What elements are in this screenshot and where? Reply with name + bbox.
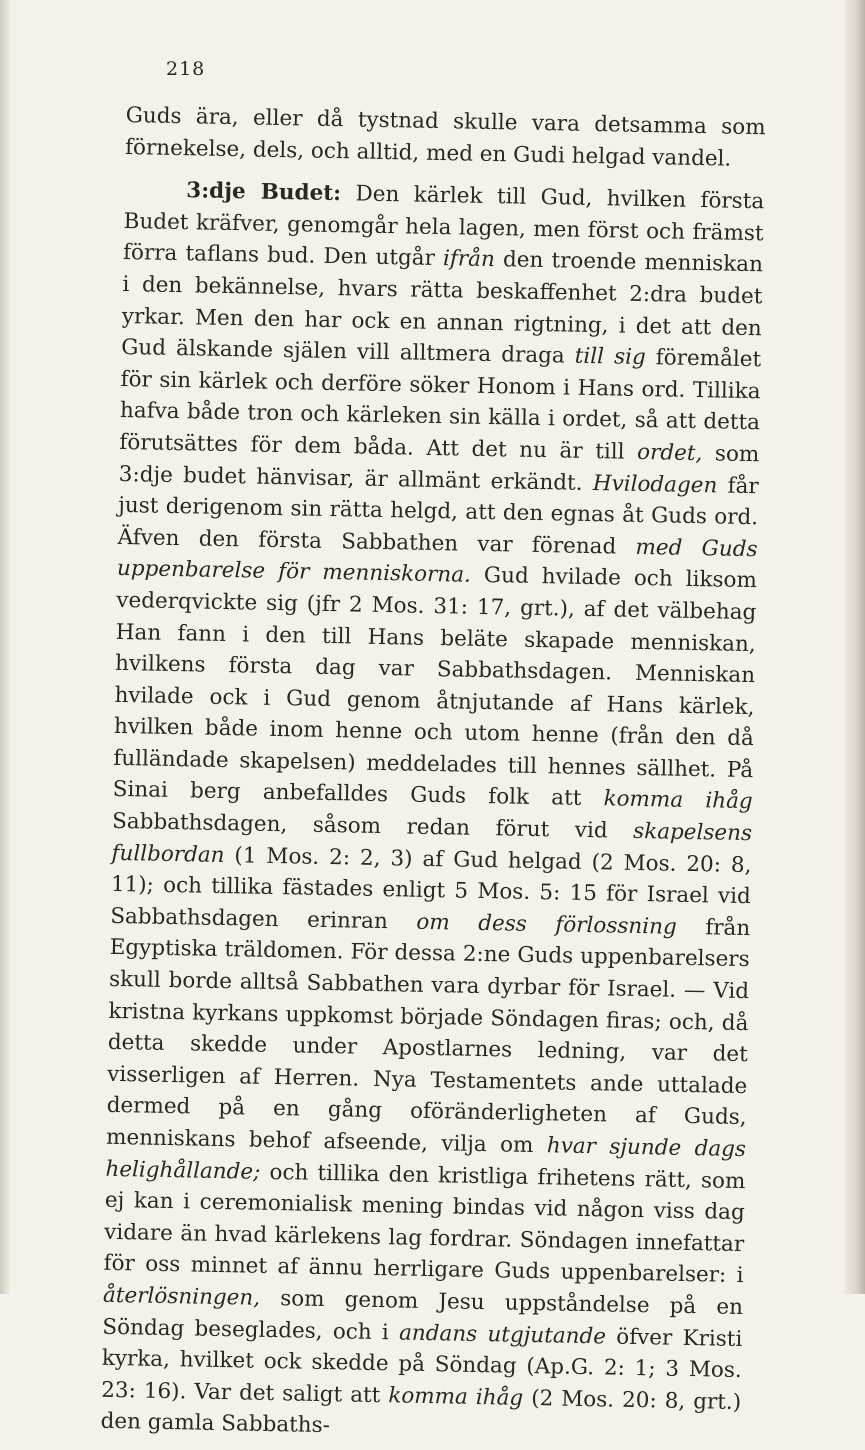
text-segment: och tillika den kristliga frihetens rätt, som ej kan i ceremonialisk mening bindas vid någon viss dag vidare än hvad kärlekens lag fordrar. Söndagen innefattar för oss minnet af ännu herrligare Guds uppenbarelser: i [103, 1159, 746, 1289]
italic-text-segment: om dess förlossning [416, 909, 678, 940]
text-segment: Guds ära, eller då tystnad skulle vara detsamma som förnekelse, dels, och alltid, med en Gudi helgad vandel. [124, 102, 766, 172]
bold-text-segment: 3:dje Budet: [186, 178, 342, 207]
text-segment: Den kärlek till Gud, hvilken första Budet kräfver, genomgår hela lagen, men först och främst förra taflans bud. Den utgår [122, 181, 765, 272]
text-segment: Sabbathsdagen, såsom redan förut vid [111, 808, 634, 844]
italic-text-segment: komma ihåg [388, 1383, 524, 1411]
italic-text-segment: med Guds uppenbarelse för menniskorna. [116, 534, 758, 589]
page-number: 218 [166, 58, 206, 80]
italic-text-segment: hvar sjunde dags helighållande; [105, 1133, 747, 1185]
italic-text-segment: ordet, [636, 439, 703, 467]
text-segment: Gud hvilade och liksom vederqvickte sig (jfr 2 Mos. 31: 17, grt.), af det välbehag Han fann i den till Hans beläte skapade menniskan, hvilkens första dag var Sabbathsdagen. Menniskan hvilade ock i Gud genom åtnjutande af Hans kärlek, hvilken både inom henne och utom henne (från den då fulländade skapelsen) meddelades till hennes sällhet. På Sinai berg anbefalldes Guds folk att [112, 563, 758, 812]
text-segment: öfver Kristi kyrka, hvilket ock skedde på Söndag (Ap.G. 2: 1; 3 Mos. 23: 16). Var det saligt att [100, 1324, 743, 1409]
text-segment: som genom Jesu uppståndelse på en Söndag beseglades, och i [102, 1285, 744, 1346]
page-right-edge [845, 0, 865, 1294]
italic-text-segment: skapelsens fullbordan [111, 818, 753, 868]
italic-text-segment: återlösningen, [102, 1282, 261, 1311]
italic-text-segment: till sig [574, 343, 646, 371]
text-segment: får just derigenom sin rätta helgd, att den egnas åt Guds ord. Äfven den första Sabbathen var förenad [117, 472, 759, 560]
text-segment: som 3:dje budet hänvisar, är allmänt erkändt. [118, 441, 760, 496]
text-segment: föremålet för sin kärlek och derföre söker Honom i Hans ord. Tillika hafva både tron och kärleken sin källa i ordet, så att detta förutsättes för dem båda. Att det nu är till [119, 345, 762, 465]
body-text [100, 100, 766, 1450]
text-segment: den troende menniskan i den bekännelse, hvars rätta beskaffenhet 2:dra budet yrkar. Men den har ock en annan rigtning, i det att den Gud älskande själen vill alltmera draga [121, 247, 764, 369]
text-segment: (2 Mos. 20: 8, grt.) den gamla Sabbaths- [100, 1385, 742, 1439]
text-segment: (1 Mos. 2: 2, 3) af Gud helgad (2 Mos. 20: 8, 11); och tillika fästades enligt 5 Mos. 5: 15 för Israel vid Sabbathsdagen erinran [110, 842, 752, 935]
page-left-edge [0, 0, 10, 1294]
paragraph [100, 174, 764, 1450]
italic-text-segment: andans utgjutande [398, 1320, 607, 1350]
italic-text-segment: komma ihåg [603, 786, 753, 815]
italic-text-segment: Hvilodagen [592, 470, 718, 498]
paragraph [125, 100, 766, 175]
text-segment: från Egyptiska träldomen. För dessa 2:ne Guds uppenbarelsers skull borde alltså Sabbathen vara dyrbar för Israel. — Vid kristna kyrkans uppkomst började Söndagen firas; och, då detta skedde under Apostlarnes ledning, var det visserligen af Herren. Nya Testamentets ande uttalade dermed på en gång oföränderligheten af Guds, menniskans behof afseende, vilja om [105, 914, 751, 1159]
italic-text-segment: ifrån [442, 246, 496, 273]
